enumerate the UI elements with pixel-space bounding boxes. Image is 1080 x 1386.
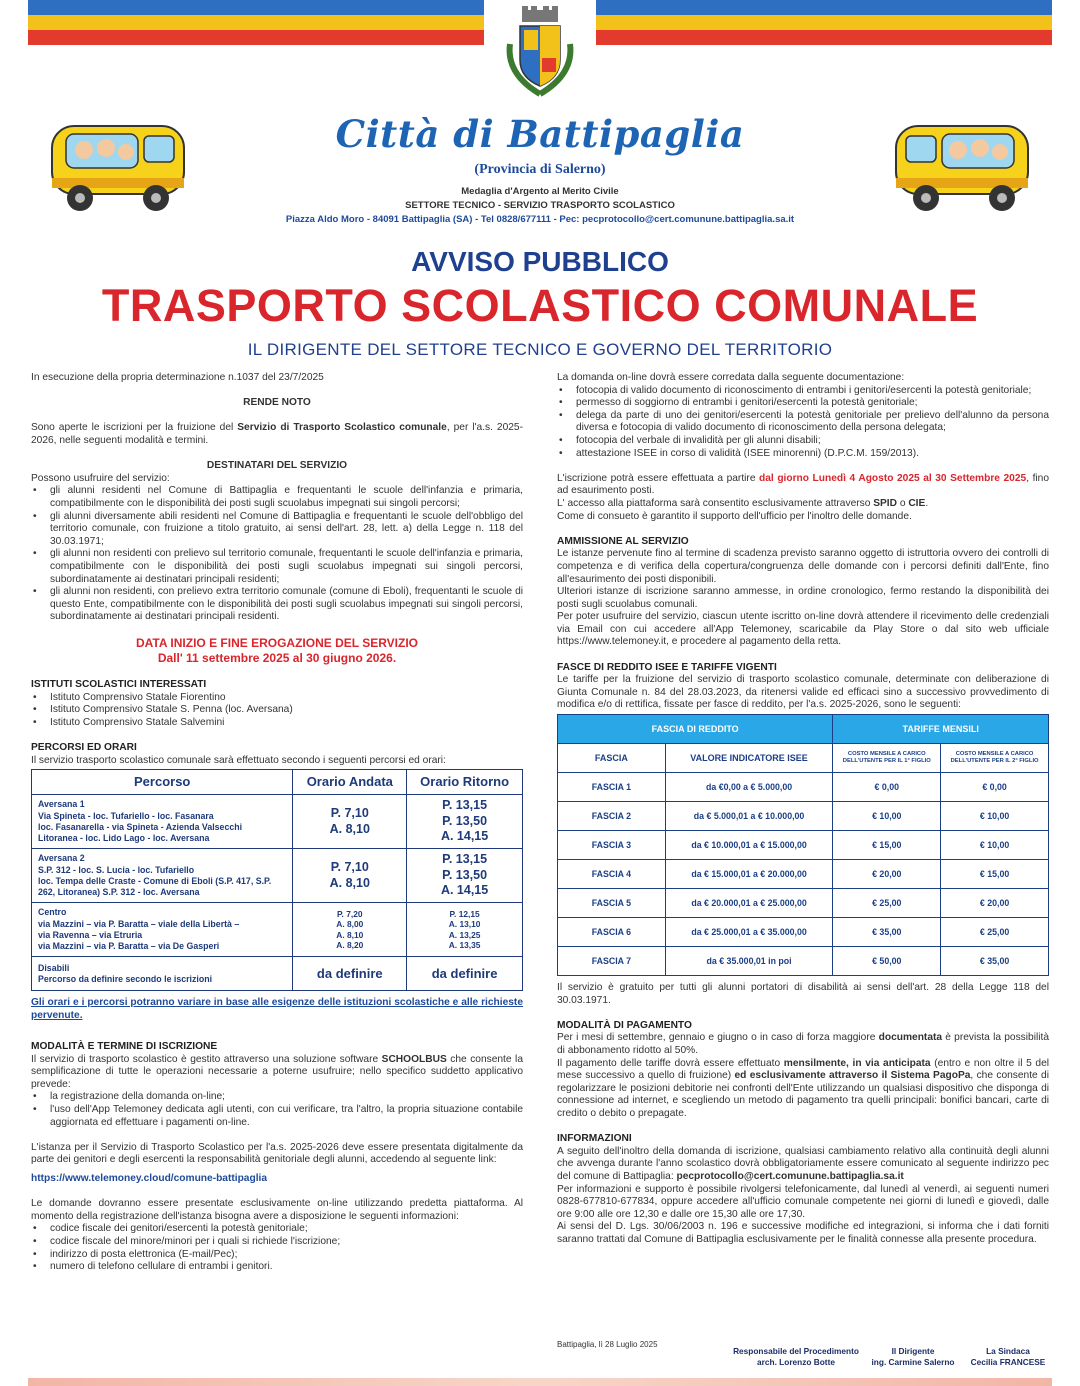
column-header-andata: Orario Andata xyxy=(293,770,407,795)
modalita-list xyxy=(31,1091,523,1129)
document-date: Battipaglia, lì 28 Luglio 2025 xyxy=(557,1340,658,1349)
list-item: • gli alunni residenti nel Comune di Battipaglia e frequentanti le scuole dell'infanzia e primaria, compatibilmente con le disponibilità dei posti sugli scuolabus impegnati sui singoli percorsi; xyxy=(31,485,523,510)
route-andata: P. 7,10 A. 8,10 xyxy=(293,849,407,903)
column-header-costo-2: COSTO MENSILE A CARICO DELL'UTENTE PER IL 2° FIGLIO xyxy=(941,744,1049,773)
table-row: FASCIA 3 da € 10.000,01 a € 15.000,00 € 15,00 € 10,00 xyxy=(558,831,1049,860)
routes-table xyxy=(31,769,523,991)
informazioni-heading: INFORMAZIONI xyxy=(557,1133,632,1145)
list-item: • fotocopia del verbale di invalidità per gli alunni disabili; xyxy=(557,435,1049,448)
percorsi-heading: PERCORSI ED ORARI xyxy=(31,742,137,754)
table-row: FASCIA 7 da € 35.000,01 in poi € 50,00 € 35,00 xyxy=(558,947,1049,976)
city-title: Città di Battipaglia xyxy=(335,112,745,156)
table-header-row xyxy=(32,770,523,795)
column-header-tariffe: TARIFFE MENSILI xyxy=(833,715,1049,744)
table-row: FASCIA 2 da € 5.000,01 a € 10.000,00 € 10,00 € 10,00 xyxy=(558,802,1049,831)
list-item: • codice fiscale del minore/minori per i quali si richiede l'iscrizione; xyxy=(31,1236,523,1249)
list-item: • gli alunni diversamente abili residenti nel Comune di Battipaglia e frequentanti le scuole dell'obbligo del territorio comunale, con fruizione a titolo gratuito, ai sensi dell'art. 28, lett. a) della Legge n. 118 del 30.03.1971; xyxy=(31,511,523,549)
table-header-row xyxy=(558,715,1049,744)
ammissione-paragraph-3: Per poter usufruire del servizio, ciascun utente iscritto on-line dovrà attendere il ricevimento delle credenziali via Email con cui accedere all'App Telemoney, scaricabile da Play Store o dal sito web ufficiale https://www.telemoney.it, e procedere al pagamento della retta. xyxy=(557,611,1049,648)
column-header-costo-1: COSTO MENSILE A CARICO DELL'UTENTE PER IL 1° FIGLIO xyxy=(833,744,941,773)
iscrizioni-paragraph: Sono aperte le iscrizioni per la fruizione del Servizio di Trasporto Scolastico comunale, per l'a.s. 2025-2026, nelle seguenti modalità e termini. xyxy=(31,422,523,446)
table-row xyxy=(32,903,523,957)
route-andata: P. 7,20 A. 8,00 A. 8,10 A. 8,20 xyxy=(293,903,407,957)
route-ritorno: P. 13,15 P. 13,50 A. 14,15 xyxy=(407,795,523,849)
list-item: • l'uso dell'App Telemoney dedicata agli utenti, con cui verificare, tra l'altro, la propria situazione contabile aggiornata ed effettuare i pagamenti on-line. xyxy=(31,1104,523,1129)
rende-noto-heading: RENDE NOTO xyxy=(243,397,311,409)
fasce-heading: FASCE DI REDDITO ISEE E TARIFFE VIGENTI xyxy=(557,661,777,673)
table-row xyxy=(32,849,523,903)
list-item: • la registrazione della domanda on-line; xyxy=(31,1091,523,1104)
address-line: Piazza Aldo Moro - 84091 Battipaglia (SA) - Tel 0828/677111 - Pec: pecprotocollo@cert.comunune.battipaglia.sa.it xyxy=(285,214,795,225)
crest-icon xyxy=(500,4,580,100)
list-item: • codice fiscale dei genitori/esercenti la potestà genitoriale; xyxy=(31,1223,523,1236)
fasce-intro: Le tariffe per la fruizione del servizio di trasporto scolastico comunale, determinate con deliberazione di Giunta Comunale n. 84 del 28.03.2023, da ritenersi valide ed efficaci sino a successivo provvedimento di modifica e/o di rettifica, fissate per fasce di reddito, per l'a.s. 2025-2026, sono le seguenti: xyxy=(557,674,1049,711)
table-row: FASCIA 6 da € 25.000,01 a € 35.000,00 € 35,00 € 25,00 xyxy=(558,918,1049,947)
list-item: • Istituto Comprensivo Statale Salvemini xyxy=(31,717,523,730)
route-description: Centro via Mazzini – via P. Baratta – viale della Libertà – via Ravenna – via Etruria via Mazzini – via P. Baratta – via De Gasperi xyxy=(32,903,293,957)
destinatari-intro: Possono usufruire del servizio: xyxy=(31,472,170,484)
column-header-fascia: FASCIA xyxy=(558,744,666,773)
istituti-list xyxy=(31,692,523,730)
city-crest xyxy=(484,0,596,104)
pagamento-paragraph-2: Il pagamento delle tariffe dovrà essere effettuato mensilmente, in via anticipata (entro e non oltre il 5 del mese successivo a quello di fruizione) ed esclusivamente attraverso il Sistema PagoPa, che consente di regolarizzare le posizioni debitorie nei confronti dell'Ente utilizzando un qualsiasi dispositivo che disponga di connessione ad internet, e scegliendo un metodo di pagamento tra quelli principali: bonifici bancari, carte di credito o debito o prepagate. xyxy=(557,1057,1050,1119)
documents-list xyxy=(557,385,1049,461)
route-ritorno: P. 13,15 P. 13,50 A. 14,15 xyxy=(407,849,523,903)
doc-intro: La domanda on-line dovrà essere corredata dalla seguente documentazione: xyxy=(557,372,905,383)
list-item: • gli alunni non residenti con prelievo sul territorio comunale, frequentanti le scuole dell'infanzia e primaria, compatibilmente con le disponibilità dei posti sugli scuolabus impegnati sui singoli percorsi, subordinatamente ai destinatari principali residenti; xyxy=(31,548,523,586)
left-column xyxy=(31,372,523,1274)
info-required-list xyxy=(31,1223,523,1273)
route-description: Aversana 2 S.P. 312 - loc. S. Lucia - loc. Tufariello loc. Tempa delle Craste - Comune di Eboli (S.P. 417, S.P. 262, Litoranea) S.P. 312 - loc. Aversana xyxy=(32,849,293,903)
route-andata: P. 7,10 A. 8,10 xyxy=(293,795,407,849)
route-ritorno: da definire xyxy=(407,957,523,991)
list-item: • gli alunni non residenti, con prelievo extra territorio comunale (comune di Eboli), frequentanti le scuole di questo Ente, compatibilmente con le disponibilità dei posti sugli scuolabus impegnati sui singoli percorsi, subordinatamente ai destinatari principali residenti. xyxy=(31,586,523,624)
consueto-paragraph: Come di consueto è garantito il supporto dell'ufficio per l'inoltro delle domande. xyxy=(557,510,912,522)
signature-dirigente: Il Dirigente ing. Carmine Salerno xyxy=(871,1346,955,1367)
list-item: • Istituto Comprensivo Statale Fiorentino xyxy=(31,692,523,705)
service-dates-box xyxy=(31,636,523,666)
gratuito-note: Il servizio è gratuito per tutti gli alunni portatori di disabilità ai sensi dell'art. 28 della Legge 118 del 30.03.1971. xyxy=(557,982,1049,1006)
informazioni-paragraph-3: Ai sensi del D. Lgs. 30/06/2003 n. 196 e successive modifiche ed integrazioni, si informa che i dati forniti saranno trattati dal Comune di Battipaglia esclusivamente per le finalità connesse alla presente procedura. xyxy=(557,1221,1049,1245)
domande-paragraph: Le domande dovranno essere presentate esclusivamente on-line utilizzando predetta piattaforma. Al momento della registrazione dell'istanza bisogna avere a disposizione le seguenti informazioni: xyxy=(31,1198,523,1222)
route-andata: da definire xyxy=(293,957,407,991)
list-item: • fotocopia di valido documento di riconoscimento di entrambi i genitori/esercenti la potestà genitoriale; xyxy=(557,385,1049,398)
destinatari-heading: DESTINATARI DEL SERVIZIO xyxy=(206,460,348,472)
column-header-ritorno: Orario Ritorno xyxy=(407,770,523,795)
table-row: FASCIA 1 da €0,00 a € 5.000,00 € 0,00 € 0,00 xyxy=(558,773,1049,802)
column-header-percorso: Percorso xyxy=(32,770,293,795)
table-row: FASCIA 4 da € 15.000,01 a € 20.000,00 € 20,00 € 15,00 xyxy=(558,860,1049,889)
modalita-paragraph: Il servizio di trasporto scolastico è gestito attraverso una soluzione software SCHOOLBUS che consente la semplificazione di tutte le operazioni necessarie a poterne usufruire; nello specifico suddetto applicativo prevede: xyxy=(31,1053,523,1090)
column-header-valore: VALORE INDICATORE ISEE xyxy=(665,744,833,773)
informazioni-paragraph-2: Per informazioni e supporto è possibile rivolgersi telefonicamente, dal lunedì al venerdì, ai seguenti numeri 0828-677810-677834, oppure accedere all'ufficio comunale competente nei giorni di lunedì e giovedì, dalle ore 9:00 alle ore 12,30 e dalle ore 15,30 alle ore 17,30. xyxy=(557,1183,1049,1220)
service-dates-heading: DATA INIZIO E FINE EROGAZIONE DEL SERVIZIO xyxy=(135,636,419,651)
ammissione-paragraph-1: Le istanze pervenute fino al termine di scadenza previsto saranno oggetto di istruttoria ovvero dei controlli di competenza e di verifica della copertura/congruenza delle domande con i percorsi definiti dall'Ente, fino all'esaurimento dei posti disponibili. xyxy=(557,548,1049,585)
right-column xyxy=(557,372,1049,1247)
list-item: • permesso di soggiorno di entrambi i genitori/esercenti la potestà genitoriale; xyxy=(557,397,1049,410)
table-row xyxy=(32,795,523,849)
table-header-row xyxy=(558,744,1049,773)
pagamento-paragraph-1: Per i mesi di settembre, gennaio e giugno o in caso di forza maggiore documentata è prevista la possibilità di abbonamento ridotto al 50%. xyxy=(557,1032,1049,1056)
dirigente-heading: IL DIRIGENTE DEL SETTORE TECNICO E GOVERNO DEL TERRITORIO xyxy=(247,340,833,359)
destinatari-list xyxy=(31,485,523,624)
list-item: • indirizzo di posta elettronica (E-mail/Pec); xyxy=(31,1249,523,1262)
ammissione-heading: AMMISSIONE AL SERVIZIO xyxy=(557,535,689,547)
route-description: Aversana 1 Via Spineta - loc. Tufariello - loc. Fasanara loc. Fasanarella - via Spineta - Azienda Valsecchi Litoranea - loc. Lido Lago - loc. Aversana xyxy=(32,795,293,849)
province-label: (Provincia di Salerno) xyxy=(474,162,606,177)
signature-responsabile: Responsabile del Procedimento arch. Lorenzo Botte xyxy=(733,1346,859,1367)
route-description: Disabili Percorso da definire secondo le iscrizioni xyxy=(32,957,293,991)
list-item: • attestazione ISEE in corso di validità (ISEE minorenni) (D.P.C.M. 159/2013). xyxy=(557,448,1049,461)
intro-text: In esecuzione della propria determinazione n.1037 del 23/7/2025 xyxy=(31,372,324,383)
column-header-fascia-reddito: FASCIA DI REDDITO xyxy=(558,715,833,744)
orari-note: Gli orari e i percorsi potranno variare in base alle esigenze delle istituzioni scolastiche e alle richieste pervenute. xyxy=(31,997,523,1021)
telemoney-link[interactable]: https://www.telemoney.cloud/comune-battipaglia xyxy=(31,1172,268,1184)
table-row: FASCIA 5 da € 20.000,01 a € 25.000,00 € 25,00 € 20,00 xyxy=(558,889,1049,918)
informazioni-paragraph-1: A seguito dell'inoltro della domanda di iscrizione, qualsiasi cambiamento relativo alla continuità degli alunni che avvenga durante l'anno scolastico dovrà obbligatoriamente essere comunicato al seguente indirizzo pec del comune di Battipaglia: pecprotocollo@cert.comunune.battipaglia.sa.it xyxy=(557,1145,1049,1182)
pagamento-heading: MODALITÀ DI PAGAMENTO xyxy=(557,1019,692,1031)
bottom-band xyxy=(28,1378,1052,1386)
table-row xyxy=(32,957,523,991)
modalita-heading: MODALITÀ E TERMINE DI ISCRIZIONE xyxy=(31,1041,218,1052)
route-ritorno: P. 12,15 A. 13,10 A. 13,25 A. 13,35 xyxy=(407,903,523,957)
list-item: • numero di telefono cellulare di entrambi i genitori. xyxy=(31,1261,523,1274)
avviso-heading: AVVISO PUBBLICO xyxy=(411,246,669,277)
iscrizione-period: L'iscrizione potrà essere effettuata a partire dal giorno Lunedì 4 Agosto 2025 al 30 Settembre 2025, fino ad esaurimento posti. xyxy=(557,472,1049,497)
page-title: TRASPORTO SCOLASTICO COMUNALE xyxy=(101,280,979,331)
istituti-heading: ISTITUTI SCOLASTICI INTERESSATI xyxy=(31,679,207,691)
list-item: • Istituto Comprensivo Statale S. Penna (loc. Aversana) xyxy=(31,704,523,717)
ammissione-paragraph-2: Ulteriori istanze di iscrizione saranno ammesse, in ordine cronologico, fermo restando la disponibilità dei posti sugli scuolabus comunali. xyxy=(557,586,1049,610)
accesso-paragraph: L' accesso alla piattaforma sarà consentito esclusivamente attraverso SPID o CIE. xyxy=(557,497,929,509)
list-item: • delega da parte di uno dei genitori/esercenti la potestà genitoriale per prelievo dell'alunno da persona diversa e fotocopia di valido documento di riconoscimento della persona delegata; xyxy=(557,410,1049,435)
fees-table xyxy=(557,714,1049,976)
service-dates-range: Dall' 11 settembre 2025 al 30 giugno 2026. xyxy=(157,651,397,666)
istanza-paragraph: L'istanza per il Servizio di Trasporto Scolastico per l'a.s. 2025-2026 deve essere presentata digitalmente da parte dei genitori e degli esercenti la responsabilità genitoriale degli alunni, accedendo al seguente link: xyxy=(31,1141,523,1166)
signature-sindaca: La Sindaca Cecilia FRANCESE xyxy=(970,1346,1046,1367)
percorsi-intro: Il servizio trasporto scolastico comunale sarà effettuato secondo i seguenti percorsi ed orari: xyxy=(31,754,446,766)
sector-label: SETTORE TECNICO - SERVIZIO TRASPORTO SCOLASTICO xyxy=(405,200,675,211)
medal-label: Medaglia d'Argento al Merito Civile xyxy=(461,186,619,197)
